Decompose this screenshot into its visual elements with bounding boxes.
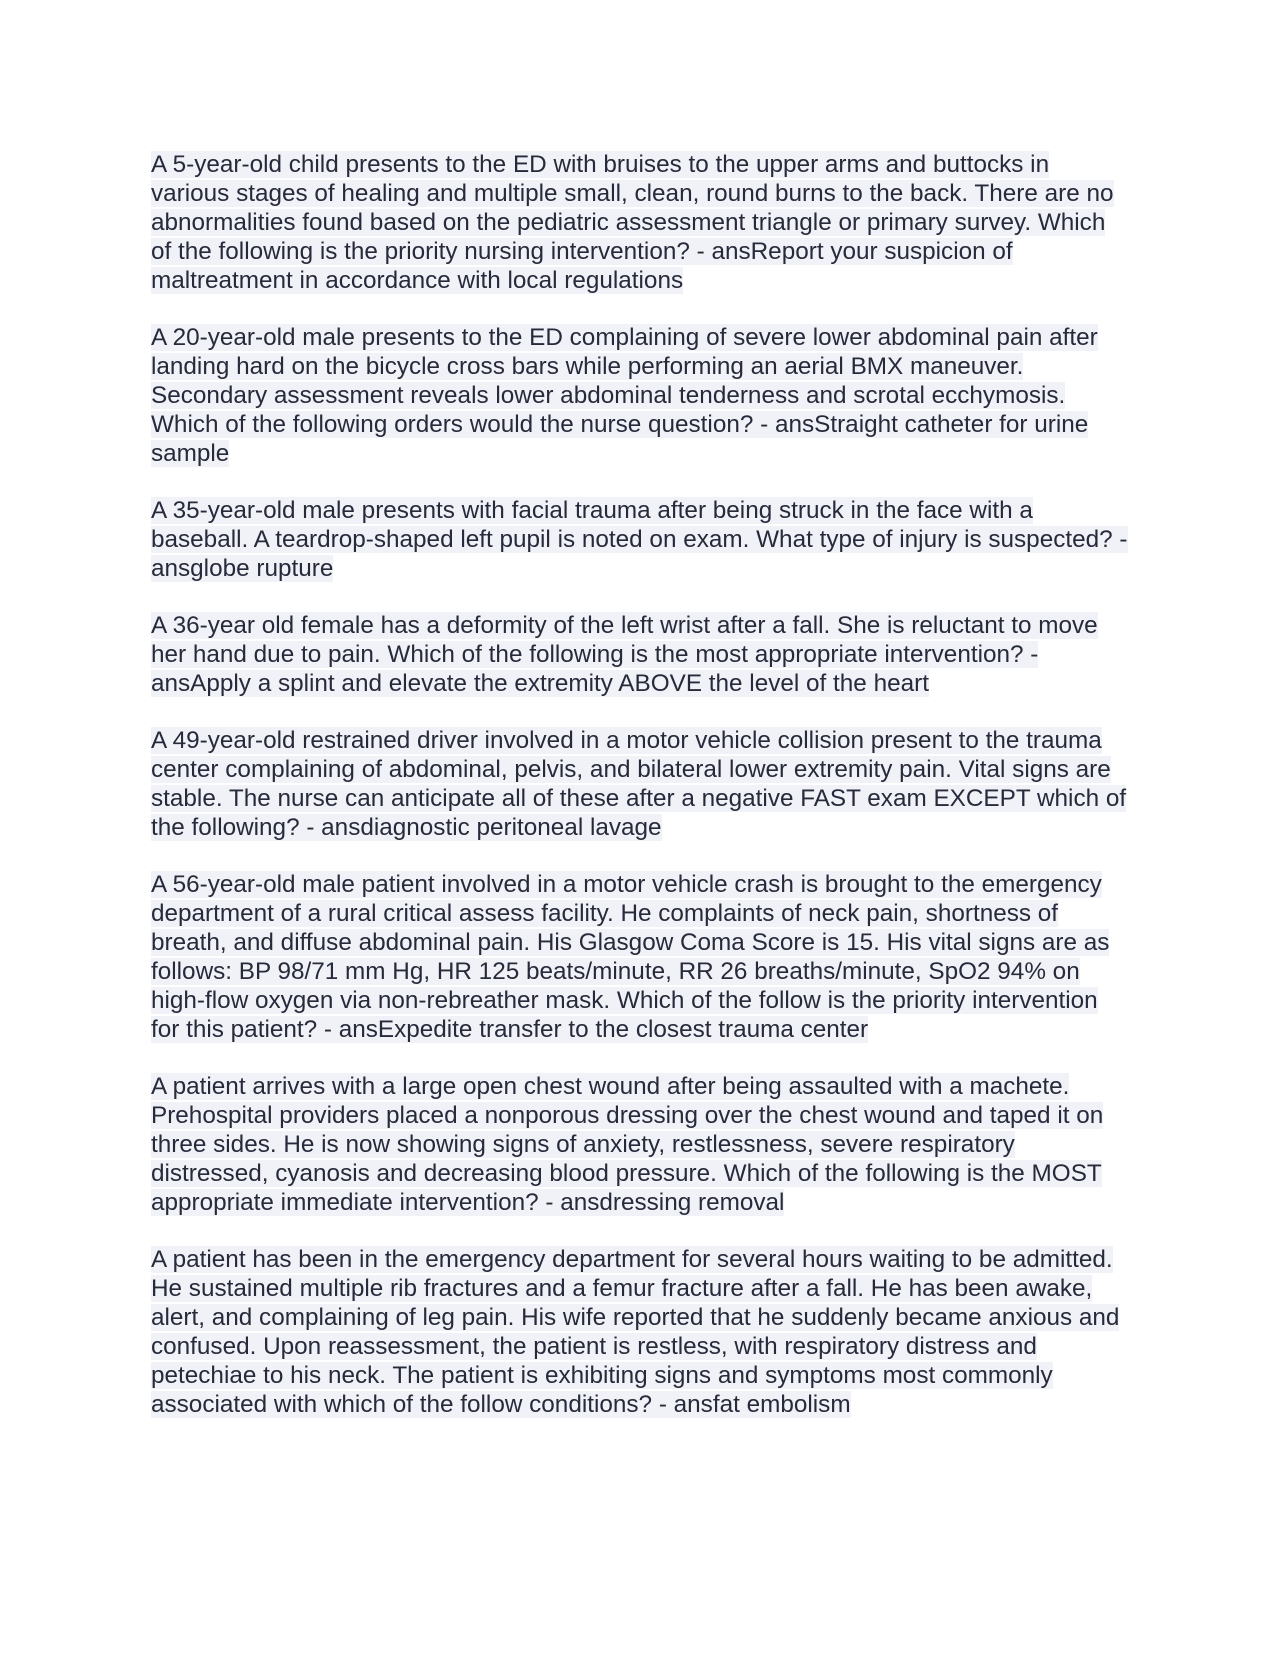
qa-paragraph-3 — [151, 496, 1131, 583]
qa-paragraph-6 — [151, 870, 1131, 1044]
qa-text-7: A patient arrives with a large open chest wound after being assaulted with a machete. Prehospital providers placed a nonporous dressing over the chest wound and taped it on three sides. He is now showing signs of anxiety, restlessness, severe respiratory distressed, cyanosis and decreasing blood pressure. Which of the following is the MOST appropriate immediate intervention? - ansdressing removal — [151, 1073, 1104, 1216]
qa-paragraph-8 — [151, 1245, 1131, 1419]
qa-paragraph-7 — [151, 1072, 1131, 1217]
qa-paragraph-5 — [151, 726, 1131, 842]
qa-paragraph-4 — [151, 611, 1131, 698]
qa-text-2: A 20-year-old male presents to the ED complaining of severe lower abdominal pain after landing hard on the bicycle cross bars while performing an aerial BMX maneuver. Secondary assessment reveals lower abdominal tenderness and scrotal ecchymosis. Which of the following orders would the nurse question? - ansStraight catheter for urine sample — [151, 324, 1098, 467]
document-body — [151, 150, 1131, 1447]
qa-text-6: A 56-year-old male patient involved in a motor vehicle crash is brought to the emergency department of a rural critical assess facility. He complaints of neck pain, shortness of breath, and diffuse abdominal pain. His Glasgow Coma Score is 15. His vital signs are as follows: BP 98/71 mm Hg, HR 125 beats/minute, RR 26 breaths/minute, SpO2 94% on high-flow oxygen via non-rebreather mask. Which of the follow is the priority intervention for this patient? - ansExpedite transfer to the closest trauma center — [151, 871, 1110, 1043]
qa-text-1: A 5-year-old child presents to the ED with bruises to the upper arms and buttocks in various stages of healing and multiple small, clean, round burns to the back. There are no abnormalities found based on the pediatric assessment triangle or primary survey. Which of the following is the priority nursing intervention? - ansReport your suspicion of maltreatment in accordance with local regulations — [151, 151, 1114, 294]
qa-text-4: A 36-year old female has a deformity of the left wrist after a fall. She is reluctant to move her hand due to pain. Which of the following is the most appropriate intervention? - ansApply a splint and elevate the extremity ABOVE the level of the heart — [151, 612, 1098, 697]
qa-text-8: A patient has been in the emergency department for several hours waiting to be admitted. He sustained multiple rib fractures and a femur fracture after a fall. He has been awake, alert, and complaining of leg pain. His wife reported that he suddenly became anxious and confused. Upon reassessment, the patient is restless, with respiratory distress and petechiae to his neck. The patient is exhibiting signs and symptoms most commonly associated with which of the follow conditions? - ansfat embolism — [151, 1246, 1120, 1418]
qa-text-5: A 49-year-old restrained driver involved in a motor vehicle collision present to the trauma center complaining of abdominal, pelvis, and bilateral lower extremity pain. Vital signs are stable. The nurse can anticipate all of these after a negative FAST exam EXCEPT which of the following? - ansdiagnostic peritoneal lavage — [151, 727, 1127, 841]
qa-text-3: A 35-year-old male presents with facial trauma after being struck in the face with a baseball. A teardrop-shaped left pupil is noted on exam. What type of injury is suspected? - ansglobe rupture — [151, 497, 1128, 582]
qa-paragraph-1 — [151, 150, 1131, 295]
qa-paragraph-2 — [151, 323, 1131, 468]
